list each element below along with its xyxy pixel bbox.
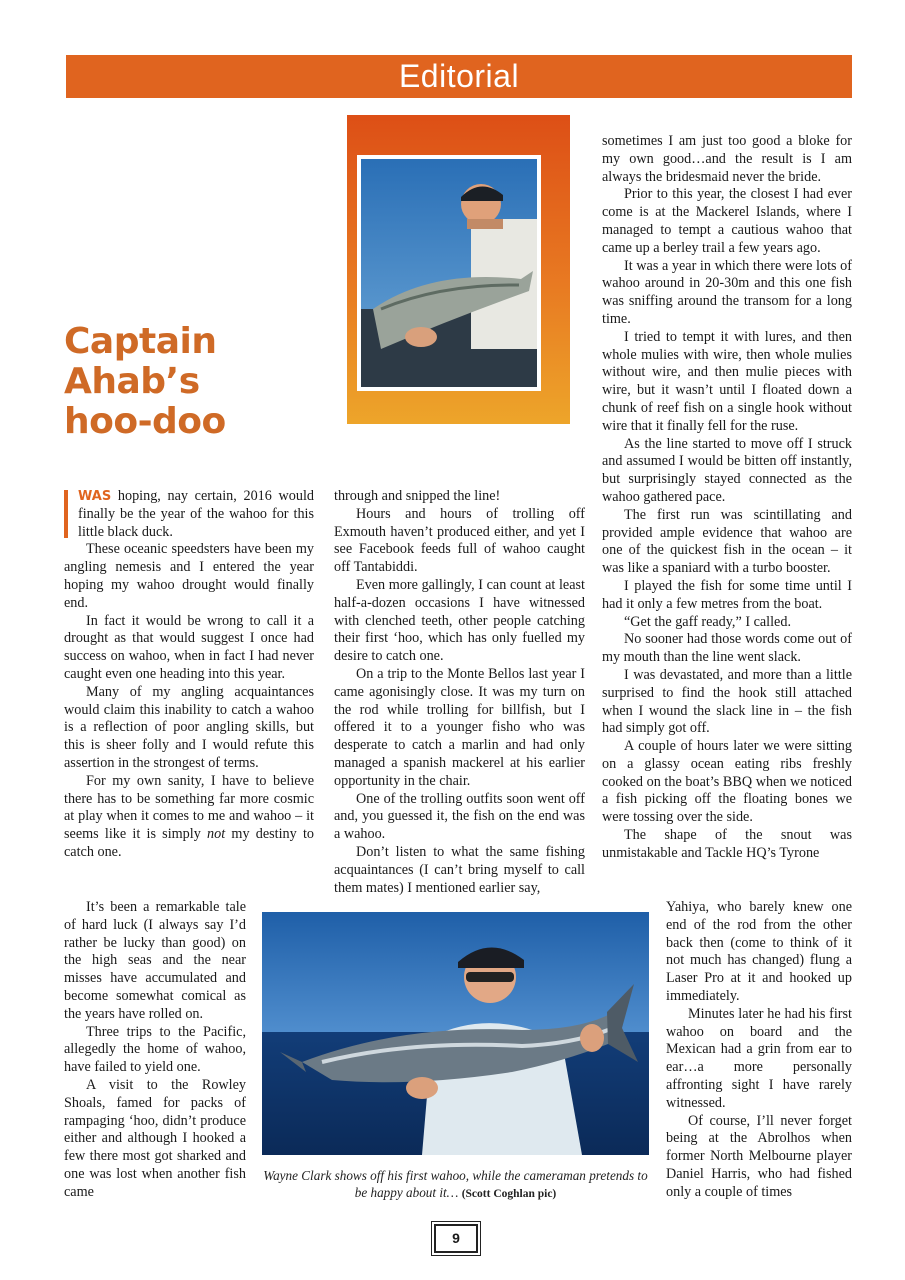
wahoo-photo	[262, 912, 649, 1155]
paragraph: The first run was scintillating and provided ample evidence that wahoo are one of the quickest fish in the ocean – it was like a spaniard with a turbo booster.	[602, 506, 852, 577]
paragraph: A couple of hours later we were sitting on a glassy ocean eating ribs freshly cooked on the boat’s BBQ when we noticed a fish picking off the floating bones we were tossing over the side.	[602, 738, 852, 826]
paragraph: Don’t listen to what the same fishing acquaintances (I can’t bring myself to call them mates) I mentioned earlier say,	[334, 843, 585, 896]
paragraph: A visit to the Rowley Shoals, famed for packs of rampaging ‘hoo, didn’t produce either and although I hooked a few there most got sharked and one was lost when another fish came	[64, 1076, 246, 1200]
paragraph: Many of my angling acquaintances would claim this inability to catch a wahoo is a reflection of poor angling skills, but this is sheer folly and I would refute this assertion in the strongest of terms.	[64, 683, 314, 771]
article-headline	[64, 322, 304, 442]
paragraph: Even more gallingly, I can count at least half-a-dozen occasions I have witnessed with clenched teeth, other people catching their first ‘hoo, which has only fuelled my desire to catch one.	[334, 576, 585, 665]
paragraph: It’s been a remarkable tale of hard luck (I always say I’d rather be lucky than good) on the high seas and the near misses have accumulated and become somewhat comical as the years have rolled on.	[64, 899, 246, 1022]
paragraph: Of course, I’ll never forget being at the Abrolhos when former North Melbourne player Daniel Harris, who had fished only a couple of times	[666, 1112, 852, 1200]
page-number: 9	[434, 1224, 478, 1253]
paragraph: Three trips to the Pacific, allegedly the home of wahoo, have failed to yield one.	[64, 1023, 246, 1076]
paragraph: Yahiya, who barely knew one end of the rod from the other back then (come to think of it not much has changed) flung a Laser Pro at it and hooked up immediately.	[666, 899, 852, 1004]
paragraph-text: hoping, nay certain, 2016 would finally be the year of the wahoo for this little black duck.	[78, 488, 315, 540]
paragraph: In fact it would be wrong to call it a drought as that would suggest I once had success on wahoo, when in fact I had never caught even one heading into this year.	[64, 612, 314, 682]
author-photo	[357, 155, 541, 391]
paragraph	[64, 773, 314, 862]
photo-credit: (Scott Coghlan pic)	[461, 1188, 557, 1200]
paragraph: I played the fish for some time until I had it only a few metres from the boat.	[602, 577, 852, 612]
paragraph: I tried to tempt it with lures, and then whole mulies with wire, then whole mulies without wire, and then mulie pieces with wire, but it wasn’t until I floated down a chunk of reef fish on a single hook without wire that it finally fell for the ruse.	[602, 328, 852, 434]
paragraph-text: my destiny to catch one.	[64, 826, 315, 860]
article-column-3	[602, 133, 852, 863]
paragraph-text: For my own sanity, I have to believe there has to be something far more cosmic at play when it comes to me and wahoo – it seems like it is simply	[64, 772, 314, 843]
article-column-1-continued	[64, 899, 246, 1202]
paragraph: Minutes later he had his first wahoo on board and the Mexican had a grin from ear to ear…a more personally affronting sight I have rarely witnessed.	[666, 1005, 852, 1111]
paragraph: On a trip to the Monte Bellos last year I came agonisingly close. It was my turn on the rod while trolling for billfish, but I offered it to a younger fisho who was desperate to catch a marlin and had only managed a spanish mackerel at his earlier opportunity in the chair.	[334, 665, 585, 789]
headline-line: Captain	[64, 321, 217, 362]
paragraph: As the line started to move off I struck and assumed I would be bitten off instantly, but surprisingly stayed connected as the wahoo gathered pace.	[602, 435, 852, 505]
caption-text: Wayne Clark shows off his first wahoo, while the cameraman pretends to be happy about it…	[263, 1168, 648, 1200]
angler-with-wahoo-image	[262, 912, 649, 1155]
section-banner: Editorial	[66, 55, 852, 98]
paragraph: The shape of the snout was unmistakable and Tackle HQ’s Tyrone	[602, 827, 852, 861]
paragraph: Prior to this year, the closest I had ever come is at the Mackerel Islands, where I managed to tempt a cautious wahoo that came up a berley trail a few years ago.	[602, 186, 852, 256]
angler-holding-fish-image	[361, 159, 537, 387]
article-column-4	[666, 899, 852, 1202]
paragraph: These oceanic speedsters have been my angling nemesis and I entered the year hoping my wahoo drought would finally end.	[64, 541, 314, 611]
paragraph: sometimes I am just too good a bloke for my own good…and the result is I am always the bridesmaid never the bride.	[602, 133, 852, 185]
paragraph: “Get the gaff ready,” I called.	[624, 613, 791, 630]
author-photo-frame	[347, 115, 570, 424]
article-column-1	[64, 488, 314, 862]
article-column-2	[334, 488, 585, 897]
lead-paragraph	[64, 488, 314, 541]
paragraph: It was a year in which there were lots of wahoo around in 20-30m and this one fish was sniffing around the transom for a long time.	[602, 257, 852, 327]
headline-line: Ahab’s	[64, 361, 200, 402]
emphasis: not	[207, 826, 226, 843]
paragraph: No sooner had those words come out of my mouth than the line went slack.	[602, 631, 852, 666]
lead-in: WAS	[78, 489, 112, 504]
paragraph: through and snipped the line!	[334, 488, 501, 504]
headline-line: hoo-doo	[64, 401, 226, 442]
paragraph: I was devastated, and more than a little surprised to find the hook still attached when I wound the slack line in – the fish had simply got off.	[602, 666, 852, 737]
photo-caption	[262, 1167, 649, 1203]
paragraph: One of the trolling outfits soon went off and, you guessed it, the fish on the end was a wahoo.	[334, 790, 585, 843]
paragraph: Hours and hours of trolling off Exmouth haven’t produced either, and yet I see Facebook feeds full of wahoo caught off Tantabiddi.	[334, 505, 585, 576]
drop-cap-bar	[64, 490, 68, 538]
